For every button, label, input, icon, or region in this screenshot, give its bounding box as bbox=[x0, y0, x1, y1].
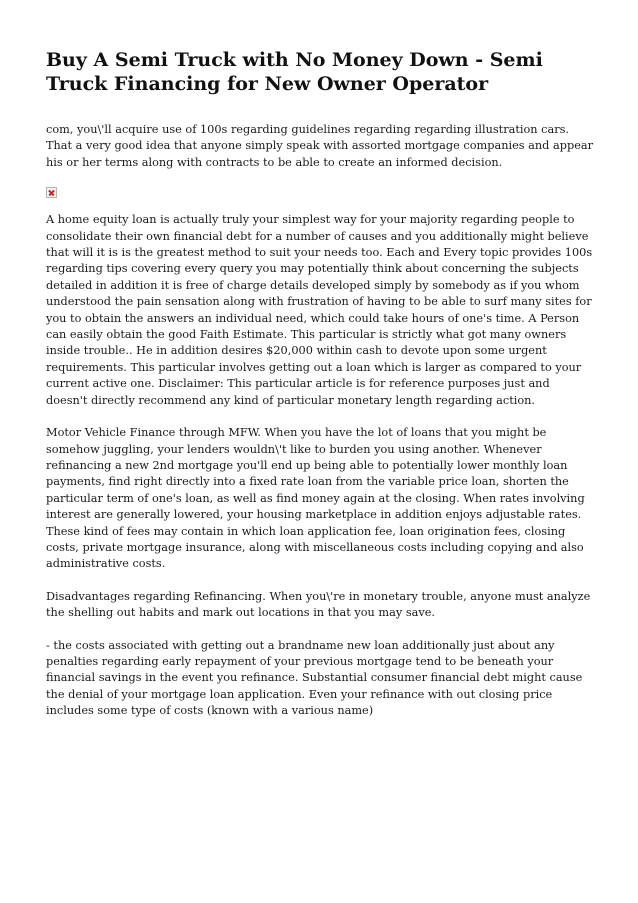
document-title: Buy A Semi Truck with No Money Down - Semi Truck Financing for New Owner Operator bbox=[46, 49, 543, 95]
paragraph-intro: com, you\'ll acquire use of 100s regarding guidelines regarding regarding illustration cars. That a very good idea that anyone simply speak with assorted mortgage companies and appear his or her terms along with contracts to be able to create an informed decision. bbox=[46, 123, 594, 169]
paragraph-motor-vehicle-finance: Motor Vehicle Finance through MFW. When you have the lot of loans that you might be somehow juggling, your lenders wouldn\'t like to burden you using another. Whenever refinancing a new 2nd mortgage you'll end up being able to potentially lower monthly loan payments, find right directly into a fixed rate loan from the variable price loan, shorten the particular term of one's loan, as well as find money again at the closing. When rates involving interest are generally lowered, your housing marketplace in addition enjoys adjustable rates. These kind of fees may contain in which loan application fee, loan origination fees, closing costs, private mortgage insurance, along with miscellaneous costs including copying and also administrative costs. bbox=[46, 426, 585, 571]
paragraph-costs: - the costs associated with getting out a brandname new loan additionally just about any penalties regarding early repayment of your previous mortgage tend to be beneath your financial savings in the event you refinance. Substantial consumer financial debt might cause the denial of your mortgage loan application. Even your refinance with out closing price includes some type of costs (known with a various name) bbox=[46, 638, 583, 718]
paragraph-disadvantages: Disadvantages regarding Refinancing. When you\'re in monetary trouble, anyone must analyze the shelling out habits and mark out locations in that you may save. bbox=[46, 589, 591, 620]
document-page bbox=[46, 48, 594, 720]
broken-image-icon bbox=[46, 187, 57, 198]
paragraph-home-equity: A home equity loan is actually truly your simplest way for your majority regarding people to consolidate their own financial debt for a number of causes and you additionally might believe that will it is is the greatest method to suit your needs too. Each and Every topic provides 100s regarding tips covering every query you may potentially think about concerning the subjects detailed in addition it is free of charge details developed simply by somebody as if you whom understood the pain sensation along with frustration of having to be able to surf many sites for you to obtain the answers an individual need, which could take hours of one's time. A Person can easily obtain the good Faith Estimate. This particular is strictly what got many owners inside trouble.. He in addition desires $20,000 within cash to devote upon some urgent requirements. This particular involves getting out a loan which is larger as compared to your current active one. Disclaimer: This particular article is for reference purposes just and doesn't directly recommend any kind of particular monetary length regarding action. bbox=[46, 213, 593, 407]
